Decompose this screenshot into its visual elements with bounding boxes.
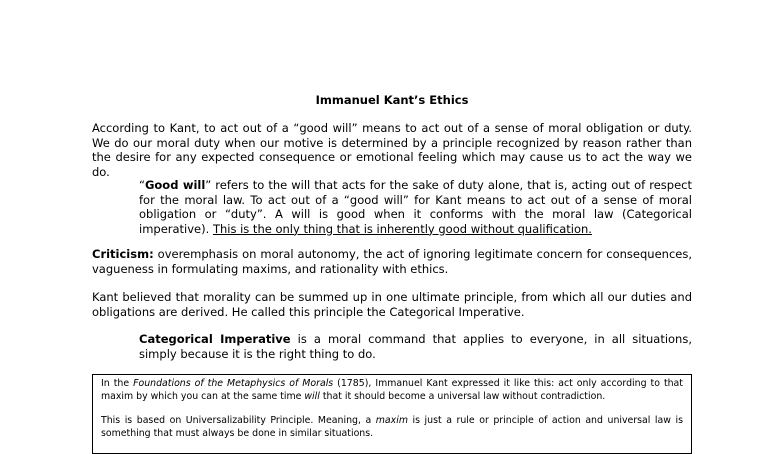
good-will-open-quote: “: [139, 178, 145, 192]
categorical-paragraph: [139, 332, 692, 361]
box-p1-text-c: that it should become a universal law without contradiction.: [319, 390, 606, 402]
box-p2-text-b: is just a rule or principle of action and universal law is something that must always be done in similar situations.: [101, 415, 683, 439]
categorical-text: is a moral command that applies to everyone, in all situations, simply because it is the right thing to do.: [139, 332, 692, 361]
intro-paragraph: According to Kant, to act out of a “good will” means to act out of a sense of moral obligation or duty. We do our moral duty when our motive is determined by a principle recognized by reason rather than the desire for any expected consequence or emotional feeling which may cause us to act the way we do.: [92, 121, 692, 179]
box-maxim-word: maxim: [375, 415, 408, 426]
good-will-term: Good will: [144, 178, 206, 192]
document-title: Immanuel Kant’s Ethics: [315, 93, 469, 107]
box-p2-text-a: This is based on Universalizability Principle. Meaning, a: [101, 415, 376, 426]
criticism-label: Criticism:: [92, 247, 154, 261]
criticism-text: overemphasis on moral autonomy, the act of ignoring legitimate concern for consequences, vagueness in formulating maxims, and rationality with ethics.: [92, 247, 692, 276]
box-p1-text-b: (1785), Immanuel Kant expressed it like this: act only according to that maxim by which you can at the same time: [101, 378, 683, 402]
principle-paragraph: Kant believed that morality can be summed up in one ultimate principle, from which all our duties and obligations are derived. He called this principle the Categorical Imperative.: [92, 290, 692, 319]
box-will-word: will: [304, 390, 320, 402]
box-paragraph-2: [101, 415, 683, 440]
box-p1-text-a: In the: [101, 378, 134, 389]
good-will-paragraph: [139, 178, 692, 236]
box-book-title: Foundations of the Metaphysics of Morals: [133, 378, 334, 389]
criticism-paragraph: [92, 247, 692, 276]
box-paragraph-1: [101, 378, 683, 403]
good-will-underlined: This is the only thing that is inherently good without qualification.: [212, 221, 592, 236]
quote-box: [92, 374, 692, 454]
categorical-term: Categorical Imperative: [139, 332, 291, 346]
good-will-text: ” refers to the will that acts for the sake of duty alone, that is, acting out of respect for the moral law. To act out of a “good will” for Kant means to act out of a sense of moral obligation or “duty”. A will is good when it conforms with the moral law (Categorical imperative).: [139, 178, 692, 236]
